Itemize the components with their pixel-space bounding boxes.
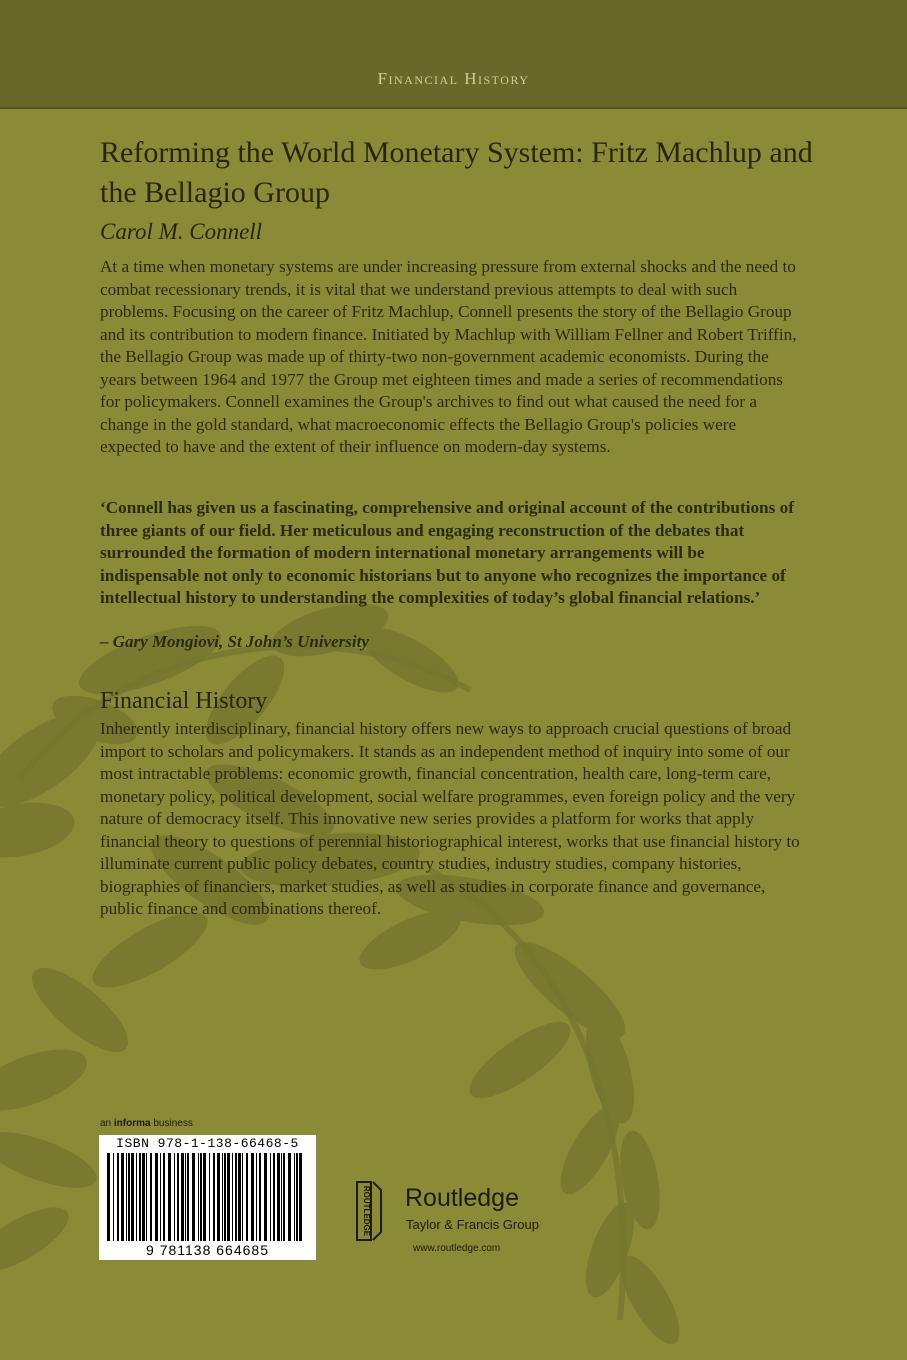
barcode-bar [281,1153,282,1241]
book-title: Reforming the World Monetary System: Fritz Machlup and the Bellagio Group [100,136,813,209]
series-description: Inherently interdisciplinary, financial history offers new ways to approach crucial questions of broad import to scholars and policymakers. It stands as an independent method of inquiry into some of our most intractable problems: economic growth, financial concentration, health care, long-term care, monetary policy, political development, social welfare programmes, even foreign policy and the very nature of democracy itself. This innovative new series provides a platform for works that apply financial theory to questions of perennial historiographical interest, works that use financial history to illuminate current public policy debates, country studies, industry studies, company histories, biographies of financiers, market studies, as well as studies in corporate finance and governance, public finance and combinations thereof. [100,719,800,918]
isbn-digits: 9 781138 664685 [146,1242,269,1258]
barcode-bar [242,1153,243,1241]
barcode-bar [232,1153,233,1241]
isbn-label: ISBN 978-1-138-66468-5 [116,1136,299,1151]
publisher-group: Taylor & Francis Group [406,1217,539,1232]
barcode-bar [270,1153,271,1241]
barcode-bar [174,1153,175,1241]
review-attribution: – Gary Mongiovi, St John’s University [100,632,369,651]
barcode-bar [299,1153,302,1241]
barcode-bar [259,1153,261,1241]
barcode-bar [273,1153,275,1241]
book-author: Carol M. Connell [100,219,263,244]
barcode-bar [283,1153,285,1241]
series-header-label: Financial History [377,69,530,88]
informa-brand: informa [113,1118,151,1129]
barcode-bar [168,1153,171,1241]
barcode-bar [150,1153,152,1241]
routledge-logo-icon [355,1180,395,1242]
barcode-bar [128,1153,130,1241]
barcode-bar [200,1153,202,1241]
book-blurb: At a time when monetary systems are under increasing pressure from external shocks and the need to combat recessionary trends, it is vital that we understand previous attempts to deal with such problems. Focusing on the career of Fritz Machlup, Connell presents the story of the Bellagio Group and its contribution to modern finance. Initiated by Machlup with William Fellner and Robert Triffin, the Bellagio Group was made up of thirty-two non-government academic economists. During the years between 1964 and 1977 the Group met eighteen times and made a series of recommendations for policymakers. Connell examines the Group's archives to find out what caused the need for a change in the gold standard, what macroeconomic effects the Bellagio Group's policies were expected to have and the extent of their influence on modern-day systems. [100,257,797,456]
barcode-bar [177,1153,179,1241]
informa-prefix: an [100,1118,114,1129]
barcode-bar [192,1153,195,1241]
barcode-bar [155,1153,158,1241]
wreath-leaf [459,1009,580,1111]
barcode-bar [256,1153,257,1241]
wreath-leaf [0,1037,95,1123]
barcode-bar [227,1153,230,1241]
barcode-bar [131,1153,134,1241]
barcode-bar [163,1153,165,1241]
barcode-bar [224,1153,226,1241]
review-quote: ‘Connell has given us a fascinating, comprehensive and original account of the contributions of three giants of our field. Her meticulous and engaging reconstruction of the debates that surrounded the formation of modern international monetary arrangements will be indispensable not only to economic historians but to anyone who recognizes the importance of intellectual history to understanding the complexities of today’s global financial relations.’ [100,498,794,607]
barcode-bar [113,1153,114,1241]
barcode-bar [187,1153,189,1241]
barcode-bar [117,1153,119,1241]
barcode-bar [264,1153,267,1241]
wreath-leaf [0,1121,103,1200]
publisher-url: www.routledge.com [413,1243,501,1254]
barcode-bar [139,1153,141,1241]
informa-tagline [100,1118,193,1129]
barcode-bar [277,1153,280,1241]
barcode-bar [121,1153,124,1241]
barcode-bar [251,1153,254,1241]
barcode-bar [209,1153,210,1241]
barcode-bar [235,1153,237,1241]
barcode-bar [142,1153,145,1241]
barcode-bar [126,1153,127,1241]
series-heading: Financial History [100,688,268,714]
barcode-bar [185,1153,186,1241]
barcode-bar [246,1153,248,1241]
barcode-bar [238,1153,241,1241]
barcode-bar [296,1153,298,1241]
barcode-bars [105,1153,310,1243]
isbn-barcode [99,1135,316,1260]
barcode-bar [213,1153,215,1241]
wreath-leaf [0,1195,78,1285]
publisher-name: Routledge [405,1184,519,1212]
barcode-bar [160,1153,161,1241]
informa-suffix: business [150,1118,193,1129]
routledge-logo-text: ROUTLEDGE [362,1185,371,1237]
barcode-bar [294,1153,295,1241]
barcode-bar [198,1153,199,1241]
barcode-bar [222,1153,223,1241]
barcode-bar [146,1153,147,1241]
wreath-leaf [352,615,467,705]
wreath-leaf [0,795,79,865]
barcode-bar [203,1153,206,1241]
barcode-bar [181,1153,184,1241]
barcode-bar [217,1153,220,1241]
barcode-bar [288,1153,291,1241]
barcode-bar [136,1153,137,1241]
barcode-bar [107,1153,110,1241]
